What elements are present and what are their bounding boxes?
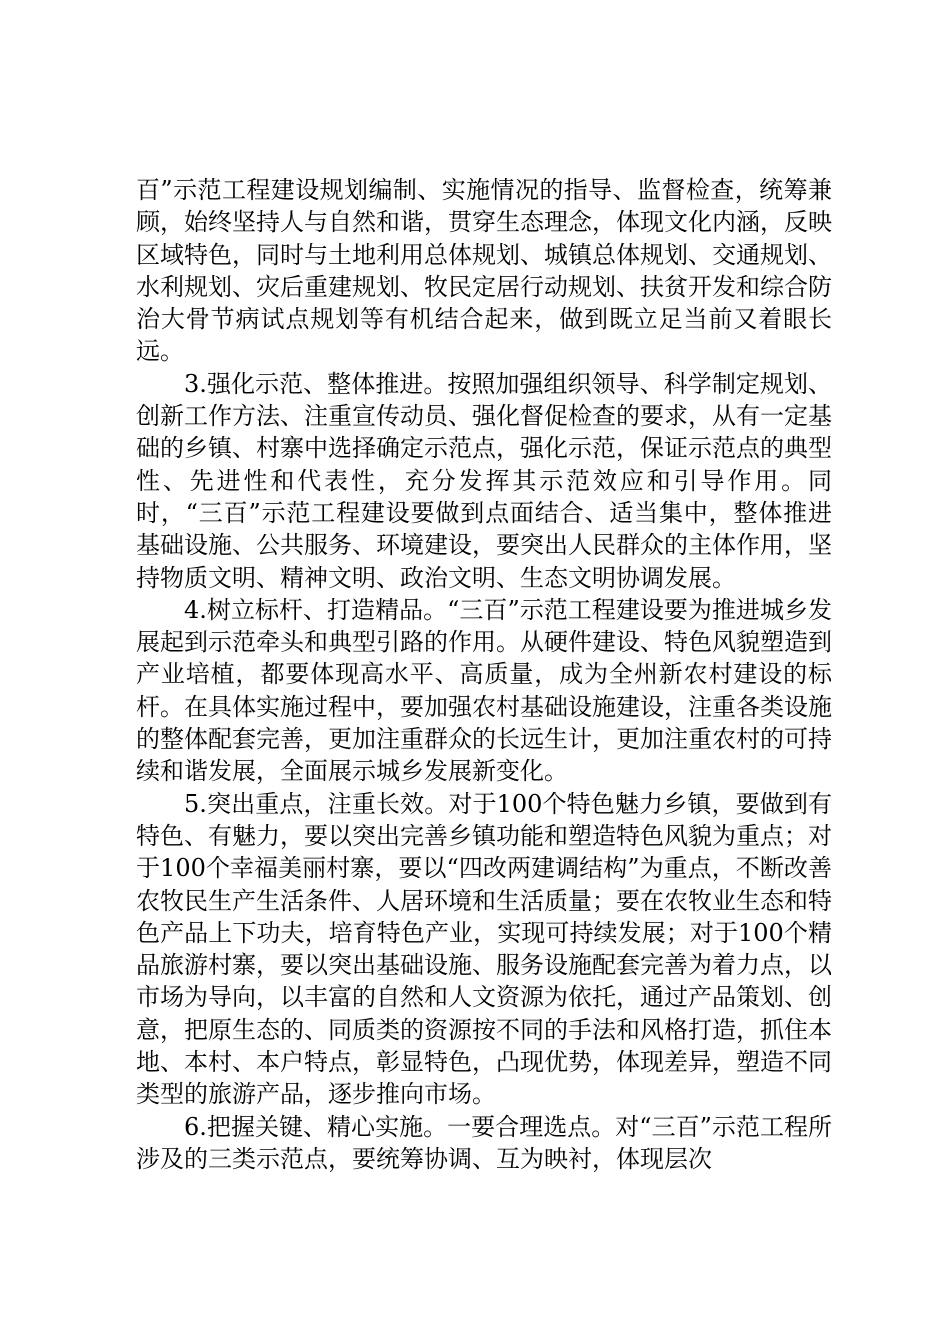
- paragraph-continuation: 百”示范工程建设规划编制、实施情况的指导、监督检查，统筹兼顾，始终坚持人与自然和谐，贯穿生态理念，体现文化内涵，反映区域特色，同时与土地利用总体规划、城镇总体规划、交通规划、水利规划、灾后重建规划、牧民定居行动规划、扶贫开发和综合防治大骨节病试点规划等有机结合起来，做到既立足当前又着眼长远。: [136, 176, 832, 366]
- paragraph-item-5: 5.突出重点，注重长效。对于100个特色魅力乡镇，要做到有特色、有魅力，要以突出完善乡镇功能和塑造特色风貌为重点；对于100个幸福美丽村寨，要以“四改两建调结构”为重点，不断改善农牧民生产生活条件、人居环境和生活质量；要在农牧业生态和特色产品上下功夫，培育特色产业，实现可持续发展；对于100个精品旅游村寨，要以突出基础设施、服务设施配套完善为着力点，以市场为导向，以丰富的自然和人文资源为依托，通过产品策划、创意，把原生态的、同质类的资源按不同的手法和风格打造，抓住本地、本村、本户特点，彰显特色，凸现优势，体现差异，塑造不同类型的旅游产品，逐步推向市场。: [136, 789, 832, 1109]
- paragraph-item-3: 3.强化示范、整体推进。按照加强组织领导、科学制定规划、创新工作方法、注重宣传动员、强化督促检查的要求，从有一定基础的乡镇、村寨中选择确定示范点，强化示范，保证示范点的典型性、先进性和代表性，充分发挥其示范效应和引导作用。同时，“三百”示范工程建设要做到点面结合、适当集中，整体推进基础设施、公共服务、环境建设，要突出人民群众的主体作用，坚持物质文明、精神文明、政治文明、生态文明协调发展。: [136, 369, 832, 592]
- document-body: [136, 174, 832, 1175]
- paragraph-item-4: 4.树立标杆、打造精品。“三百”示范工程建设要为推进城乡发展起到示范牵头和典型引路的作用。从硬件建设、特色风貌塑造到产业培植，都要体现高水平、高质量，成为全州新农村建设的标杆。在具体实施过程中，要加强农村基础设施建设，注重各类设施的整体配套完善，更加注重群众的长远生计，更加注重农村的可持续和谐发展，全面展示城乡发展新变化。: [136, 595, 832, 786]
- paragraph-item-6: 6.把握关键、精心实施。一要合理选点。对“三百”示范工程所涉及的三类示范点，要统筹协调、互为映衬，体现层次: [136, 1112, 832, 1173]
